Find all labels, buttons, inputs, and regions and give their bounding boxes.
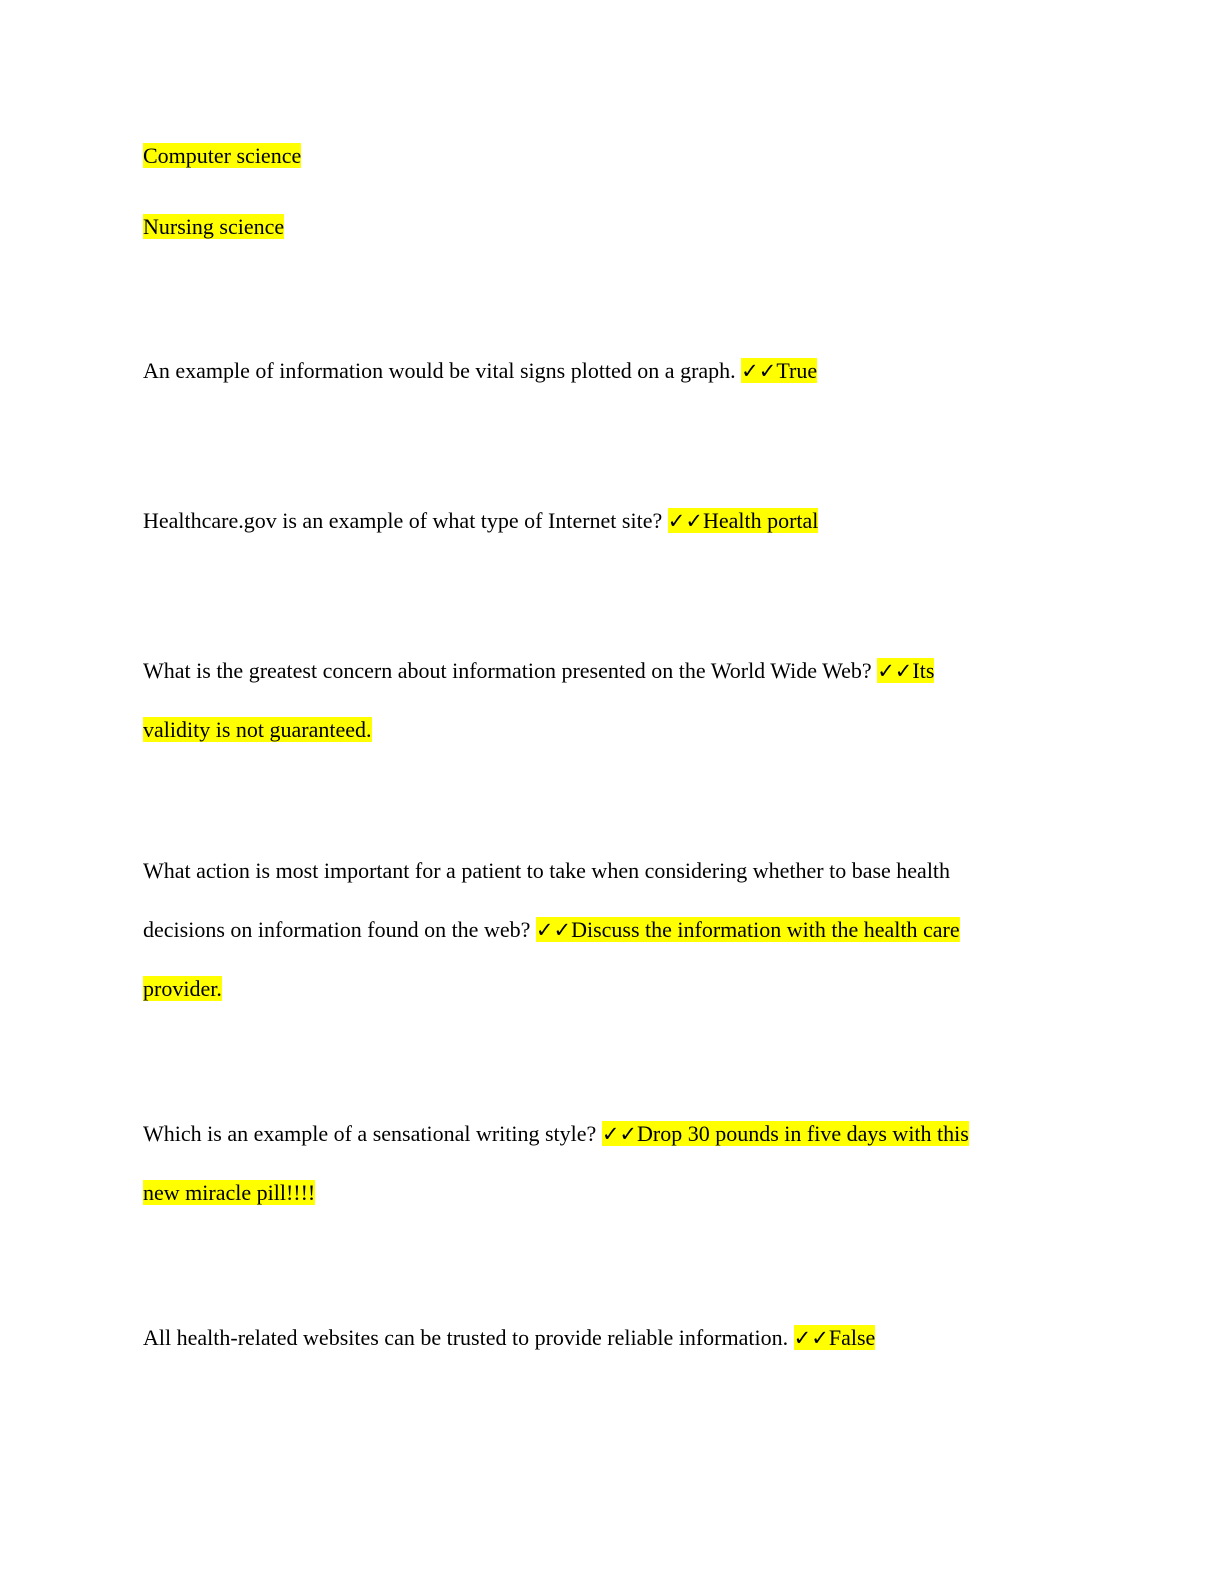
answer-text: False	[828, 1325, 876, 1350]
question-5-continued	[143, 1177, 315, 1209]
answer-text: Health portal	[702, 508, 819, 533]
answer-text: Discuss the information with the health care	[571, 917, 960, 942]
question-text: An example of information would be vital signs plotted on a graph.	[143, 358, 742, 383]
question-4-continued	[143, 914, 960, 946]
question-text: Healthcare.gov is an example of what type of Internet site?	[143, 508, 668, 533]
question-text: Which is an example of a sensational writing style?	[143, 1121, 602, 1146]
answer-text: validity is not guaranteed.	[143, 717, 372, 742]
answer-text: provider.	[143, 976, 222, 1001]
question-text: What action is most important for a patient to take when considering whether to base health	[143, 858, 951, 883]
double-check-icon: ✓✓	[877, 659, 913, 683]
double-check-icon: ✓✓	[535, 918, 572, 942]
answer-text: Its	[912, 658, 935, 683]
double-check-icon: ✓✓	[793, 1326, 829, 1350]
question-4-answer-continued	[143, 973, 222, 1005]
question-6	[143, 1322, 875, 1354]
question-text: decisions on information found on the web?	[143, 917, 536, 942]
answer-highlight	[877, 658, 934, 683]
answer-highlight	[741, 358, 817, 383]
question-text: What is the greatest concern about information presented on the World Wide Web?	[143, 658, 878, 683]
option-line	[143, 211, 284, 243]
option-line	[143, 140, 301, 172]
answer-text: new miracle pill!!!!	[143, 1180, 316, 1205]
answer-highlight	[536, 917, 960, 942]
double-check-icon: ✓✓	[741, 359, 777, 383]
answer-text: Drop 30 pounds in five days with this	[637, 1121, 969, 1146]
question-3	[143, 655, 934, 687]
option-computer-science: Computer science	[143, 143, 302, 168]
question-4	[143, 855, 950, 887]
question-3-continued	[143, 714, 372, 746]
answer-highlight	[602, 1121, 969, 1146]
double-check-icon: ✓✓	[601, 1122, 638, 1146]
question-text: All health-related websites can be trusted to provide reliable information.	[143, 1325, 794, 1350]
answer-highlight	[668, 508, 819, 533]
answer-text: True	[776, 358, 818, 383]
question-2	[143, 505, 818, 537]
answer-highlight	[794, 1325, 876, 1350]
question-5	[143, 1118, 969, 1150]
option-nursing-science: Nursing science	[143, 214, 285, 239]
double-check-icon: ✓✓	[667, 509, 703, 533]
question-1	[143, 355, 817, 387]
